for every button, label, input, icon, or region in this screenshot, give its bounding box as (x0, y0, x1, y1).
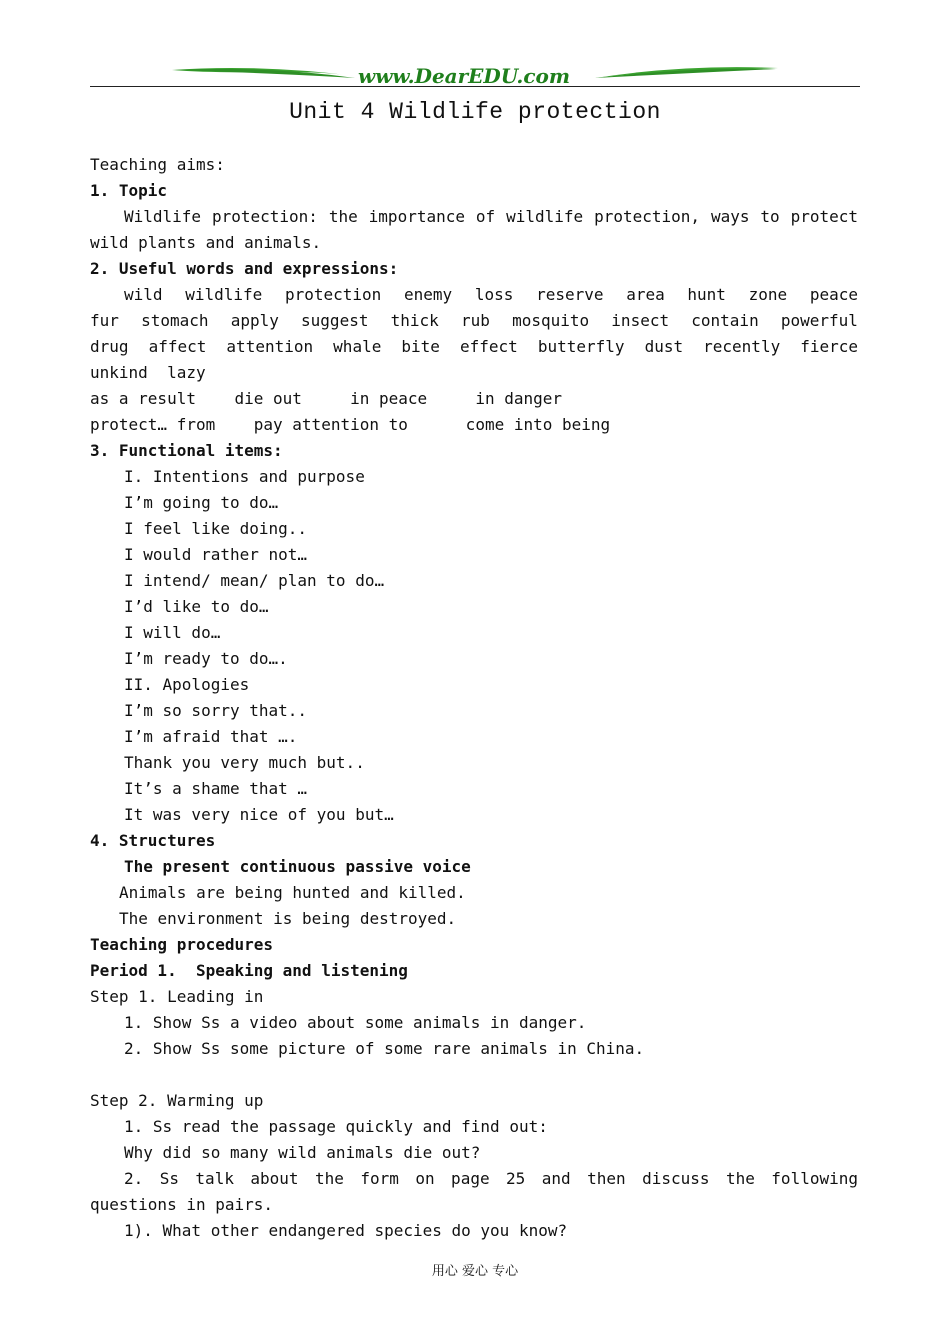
functional-item: It’s a shame that … (124, 779, 308, 798)
functional-item: Thank you very much but.. (124, 753, 365, 772)
expressions-line-1: as a result die out in peace in danger (90, 389, 563, 408)
functional-item: I’m so sorry that.. (124, 701, 308, 720)
words-line-1: wild wildlife protection enemy loss reserve area hunt zone peace (124, 285, 858, 304)
functional-item: I’m going to do… (124, 493, 279, 512)
step-1-heading: Step 1. Leading in (90, 987, 264, 1006)
page-footer: 用心 爱心 专心 (431, 1264, 519, 1279)
procedures-heading: Teaching procedures (90, 935, 274, 954)
functional-item: I intend/ mean/ plan to do… (124, 571, 385, 590)
aims-label: Teaching aims: (90, 155, 225, 174)
functional-item: I’m afraid that …. (124, 727, 298, 746)
functional-item: I feel like doing.. (124, 519, 308, 538)
functional-item: I’d like to do… (124, 597, 269, 616)
words-heading: 2. Useful words and expressions: (90, 259, 399, 278)
functional-item: It was very nice of you but… (124, 805, 394, 824)
structures-heading: 4. Structures (90, 831, 216, 850)
words-line-2: fur stomach apply suggest thick rub mosquito insect contain powerful (90, 311, 858, 330)
topic-heading: 1. Topic (90, 181, 168, 200)
functional-item: II. Apologies (124, 675, 250, 694)
step-2-line: 2. Ss talk about the form on page 25 and then discuss the following (124, 1169, 858, 1188)
functional-item: I will do… (124, 623, 221, 642)
functional-heading: 3. Functional items: (90, 441, 283, 460)
step-1-item: 1. Show Ss a video about some animals in danger. (124, 1013, 587, 1032)
logo-swoosh-graphic (170, 62, 780, 88)
words-line-3: drug affect attention whale bite effect butterfly dust recently fierce (90, 337, 859, 356)
structures-example: The environment is being destroyed. (119, 909, 457, 928)
step-2-line: 1. Ss read the passage quickly and find out: (124, 1117, 548, 1136)
step-2-line: Why did so many wild animals die out? (124, 1143, 481, 1162)
site-name: www.DearEDU.com (358, 64, 571, 88)
functional-item: I’m ready to do…. (124, 649, 288, 668)
functional-item: I. Intentions and purpose (124, 467, 365, 486)
expressions-line-2: protect… from pay attention to come into being (90, 415, 611, 434)
period-heading: Period 1. Speaking and listening (90, 961, 408, 980)
site-logo (170, 62, 780, 88)
step-2-line: questions in pairs. (90, 1195, 274, 1214)
topic-text-line-1: Wildlife protection: the importance of wildlife protection, ways to protect (124, 207, 858, 226)
step-2-heading: Step 2. Warming up (90, 1091, 264, 1110)
header-divider (90, 86, 860, 87)
step-1-item: 2. Show Ss some picture of some rare animals in China. (124, 1039, 645, 1058)
topic-text-line-2: wild plants and animals. (90, 233, 322, 252)
functional-item: I would rather not… (124, 545, 308, 564)
structures-example: Animals are being hunted and killed. (119, 883, 466, 902)
step-2-line: 1). What other endangered species do you know? (124, 1221, 568, 1240)
page-title: Unit 4 Wildlife protection (289, 99, 661, 125)
words-line-4: unkind lazy (90, 363, 206, 382)
structures-subheading: The present continuous passive voice (124, 857, 471, 876)
